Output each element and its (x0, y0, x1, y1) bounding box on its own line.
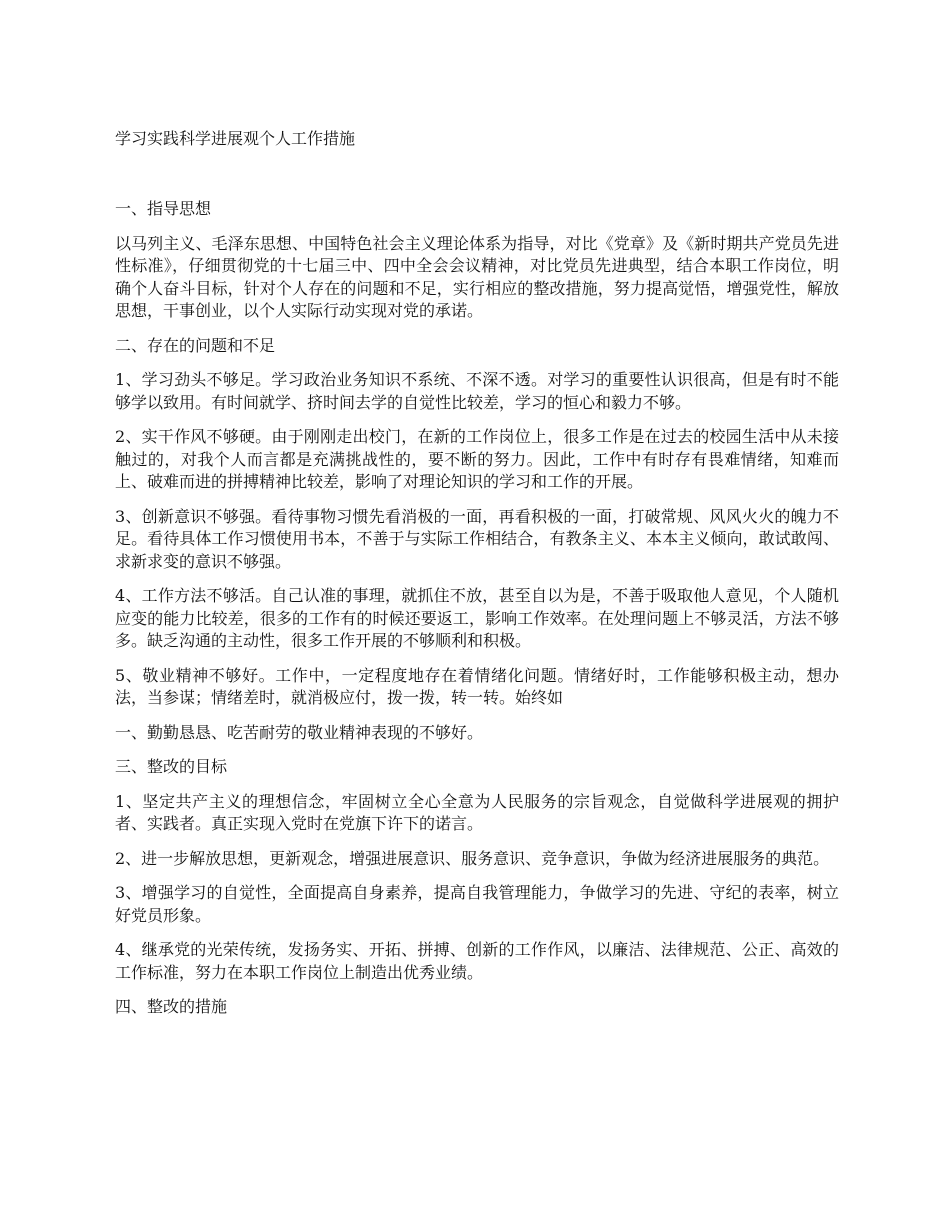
section-heading: 三、整改的目标 (115, 757, 228, 776)
body-paragraph: 5、敬业精神不够好。工作中，一定程度地存在着情绪化问题。情绪好时，工作能够积极主动，想办法，当参谋；情绪差时，就消极应付，拨一拨，转一转。始终如 (115, 665, 839, 707)
body-paragraph: 一、勤勤恳恳、吃苦耐劳的敬业精神表现的不够好。 (115, 722, 484, 742)
body-paragraph: 1、学习劲头不够足。学习政治业务知识不系统、不深不透。对学习的重要性认识很高，但是有时不能够学以致用。有时间就学、挤时间去学的自觉性比较差，学习的恒心和毅力不够。 (115, 370, 839, 412)
body-paragraph: 3、增强学习的自觉性，全面提高自身素养，提高自我管理能力，争做学习的先进、守纪的表率，树立好党员形象。 (115, 883, 839, 925)
body-paragraph: 4、继承党的光荣传统，发扬务实、开拓、拼搏、创新的工作作风，以廉洁、法律规范、公正、高效的工作标准，努力在本职工作岗位上制造出优秀业绩。 (115, 940, 839, 982)
document-title: 学习实践科学进展观个人工作措施 (115, 129, 356, 148)
body-paragraph: 以马列主义、毛泽东思想、中国特色社会主义理论体系为指导，对比《党章》及《新时期共产党员先进性标准》，仔细贯彻党的十七届三中、四中全会会议精神，对比党员先进典型，结合本职工作岗位，明确个人奋斗目标，针对个人存在的问题和不足，实行相应的整改措施，努力提高觉悟，增强党性，解放思想，干事创业，以个人实际行动实现对党的承诺。 (115, 233, 839, 320)
body-paragraph: 4、工作方法不够活。自己认准的事理，就抓住不放，甚至自以为是，不善于吸取他人意见，个人随机应变的能力比较差，很多的工作有的时候还要返工，影响工作效率。在处理问题上不够灵活，方法不够多。缺乏沟通的主动性，很多工作开展的不够顺利和积极。 (115, 586, 839, 650)
section-heading: 二、存在的问题和不足 (115, 335, 276, 355)
body-paragraph: 2、进一步解放思想，更新观念，增强进展意识、服务意识、竞争意识，争做为经济进展服务的典范。 (115, 848, 830, 868)
body-paragraph: 2、实干作风不够硬。由于刚刚走出校门，在新的工作岗位上，很多工作是在过去的校园生活中从未接触过的，对我个人而言都是充满挑战性的，要不断的努力。因此，工作中有时存有畏难情绪，知难而上、破难而进的拼搏精神比较差，影响了对理论知识的学习和工作的开展。 (115, 427, 839, 491)
section-heading: 一、指导思想 (115, 199, 212, 218)
body-paragraph: 1、坚定共产主义的理想信念，牢固树立全心全意为人民服务的宗旨观念，自觉做科学进展观的拥护者、实践者。真正实现入党时在党旗下许下的诺言。 (115, 791, 839, 833)
section-heading: 四、整改的措施 (115, 997, 228, 1016)
document-body (115, 198, 839, 1031)
body-paragraph: 3、创新意识不够强。看待事物习惯先看消极的一面，再看积极的一面，打破常规、风风火火的魄力不足。看待具体工作习惯使用书本，不善于与实际工作相结合，有教条主义、本本主义倾向，敢试敢闯、求新求变的意识不够强。 (115, 506, 839, 571)
